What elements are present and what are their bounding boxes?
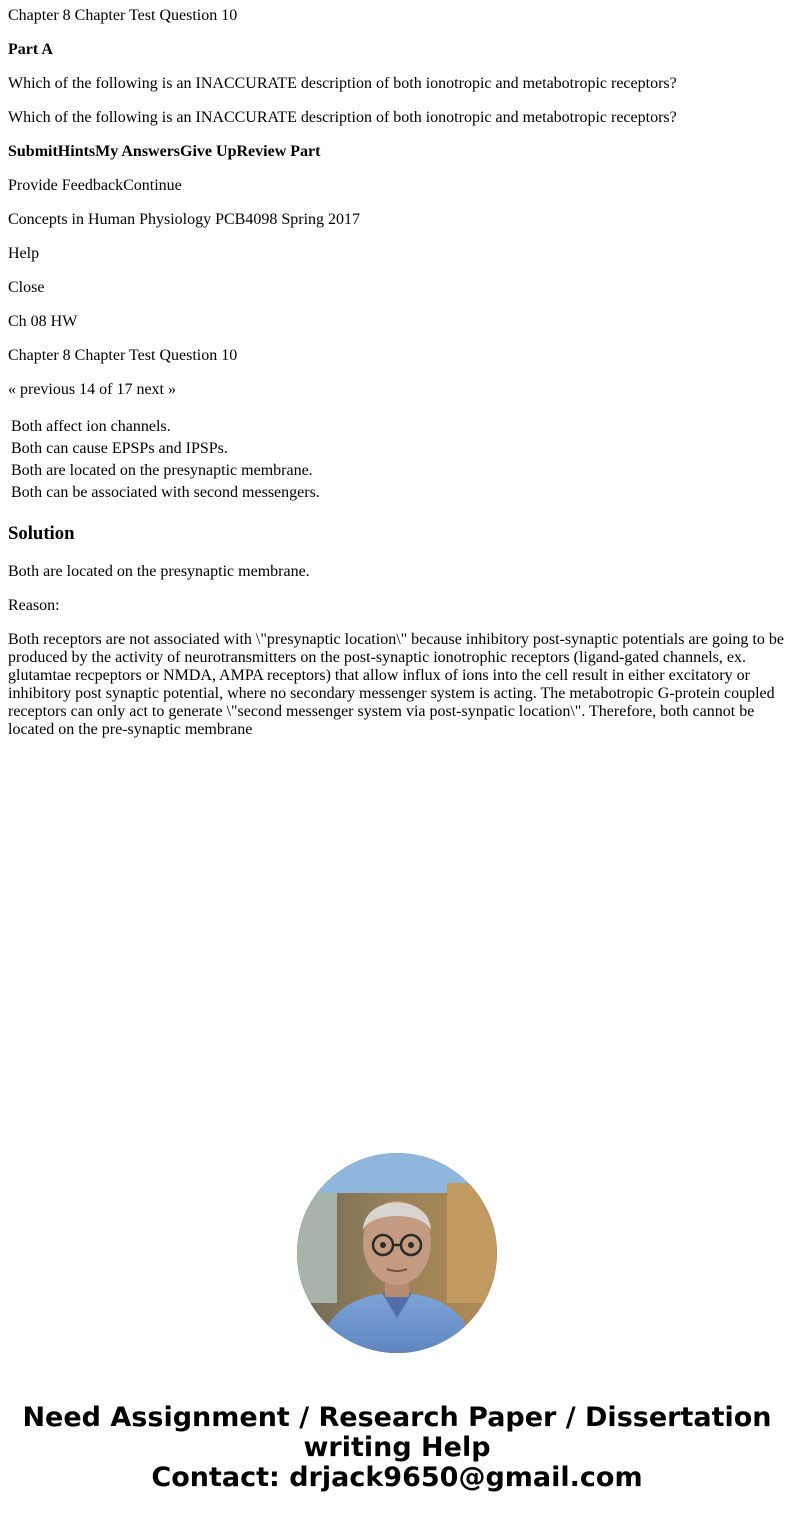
answer-toolbar — [8, 143, 786, 161]
pager-position: 14 of 17 — [79, 381, 133, 398]
part-label: Part A — [8, 41, 53, 58]
question-text-repeat: Which of the following is an INACCURATE description of both ionotropic and metabotropic receptors? — [8, 109, 677, 126]
assignment-name: Ch 08 HW — [8, 313, 78, 330]
review-part-button[interactable]: Review Part — [236, 143, 321, 160]
solution-answer: Both are located on the presynaptic membrane. — [8, 563, 310, 580]
item-title: Chapter 8 Chapter Test Question 10 — [8, 347, 238, 364]
page-title: Chapter 8 Chapter Test Question 10 — [8, 7, 238, 24]
close-button[interactable]: Close — [8, 279, 45, 296]
option-label[interactable]: Both can cause EPSPs and IPSPs. — [11, 440, 228, 457]
next-link[interactable]: next » — [136, 381, 176, 398]
option-row[interactable] — [10, 417, 321, 437]
continue-button[interactable]: Continue — [123, 177, 182, 194]
submit-button[interactable]: Submit — [8, 143, 58, 160]
promo-contact: Contact: drjack9650@gmail.com — [151, 1462, 643, 1493]
reason-label: Reason: — [8, 597, 60, 614]
promo-line: writing Help — [303, 1432, 491, 1463]
previous-link[interactable]: « previous — [8, 381, 76, 398]
option-label[interactable]: Both are located on the presynaptic membrane. — [11, 462, 313, 479]
option-row[interactable] — [10, 483, 321, 503]
page-content — [8, 0, 786, 755]
hints-button[interactable]: Hints — [57, 143, 96, 160]
promo-line: Need Assignment / Research Paper / Dissertation — [22, 1402, 772, 1433]
course-name: Concepts in Human Physiology PCB4098 Spring 2017 — [8, 211, 361, 228]
promo-banner — [0, 1403, 794, 1493]
option-label[interactable]: Both affect ion channels. — [11, 418, 171, 435]
pager — [8, 381, 786, 399]
option-row[interactable] — [10, 439, 321, 459]
question-text: Which of the following is an INACCURATE description of both ionotropic and metabotropic receptors? — [8, 75, 677, 92]
provide-feedback-link[interactable]: Provide Feedback — [8, 177, 124, 194]
avatar — [297, 1153, 497, 1353]
tutor-photo-icon — [297, 1153, 497, 1353]
help-link[interactable]: Help — [8, 245, 40, 262]
feedback-bar — [8, 177, 786, 195]
my-answers-button[interactable]: My Answers — [95, 143, 181, 160]
give-up-button[interactable]: Give Up — [180, 143, 237, 160]
solution-heading: Solution — [8, 523, 75, 544]
option-row[interactable] — [10, 461, 321, 481]
reason-text: Both receptors are not associated with \"presynaptic location\" because inhibitory post-synaptic potentials are going to be produced by the activity of neurotransmitters on the post-synaptic ionotrophic receptors (ligand-gated channels, ex. glutamtae recpeptors or NMDA, AMPA receptors) that allow influx of ions into the cell result in either excitatory or inhibitory post synaptic potential, where no secondary messenger system is acting. The metabotropic G-protein coupled receptors can only act to generate \"second messenger system via post-synpatic location\". Therefore, both cannot be located on the pre-synaptic membrane — [8, 631, 784, 738]
answer-options-table — [8, 415, 323, 505]
option-label[interactable]: Both can be associated with second messengers. — [11, 484, 320, 501]
